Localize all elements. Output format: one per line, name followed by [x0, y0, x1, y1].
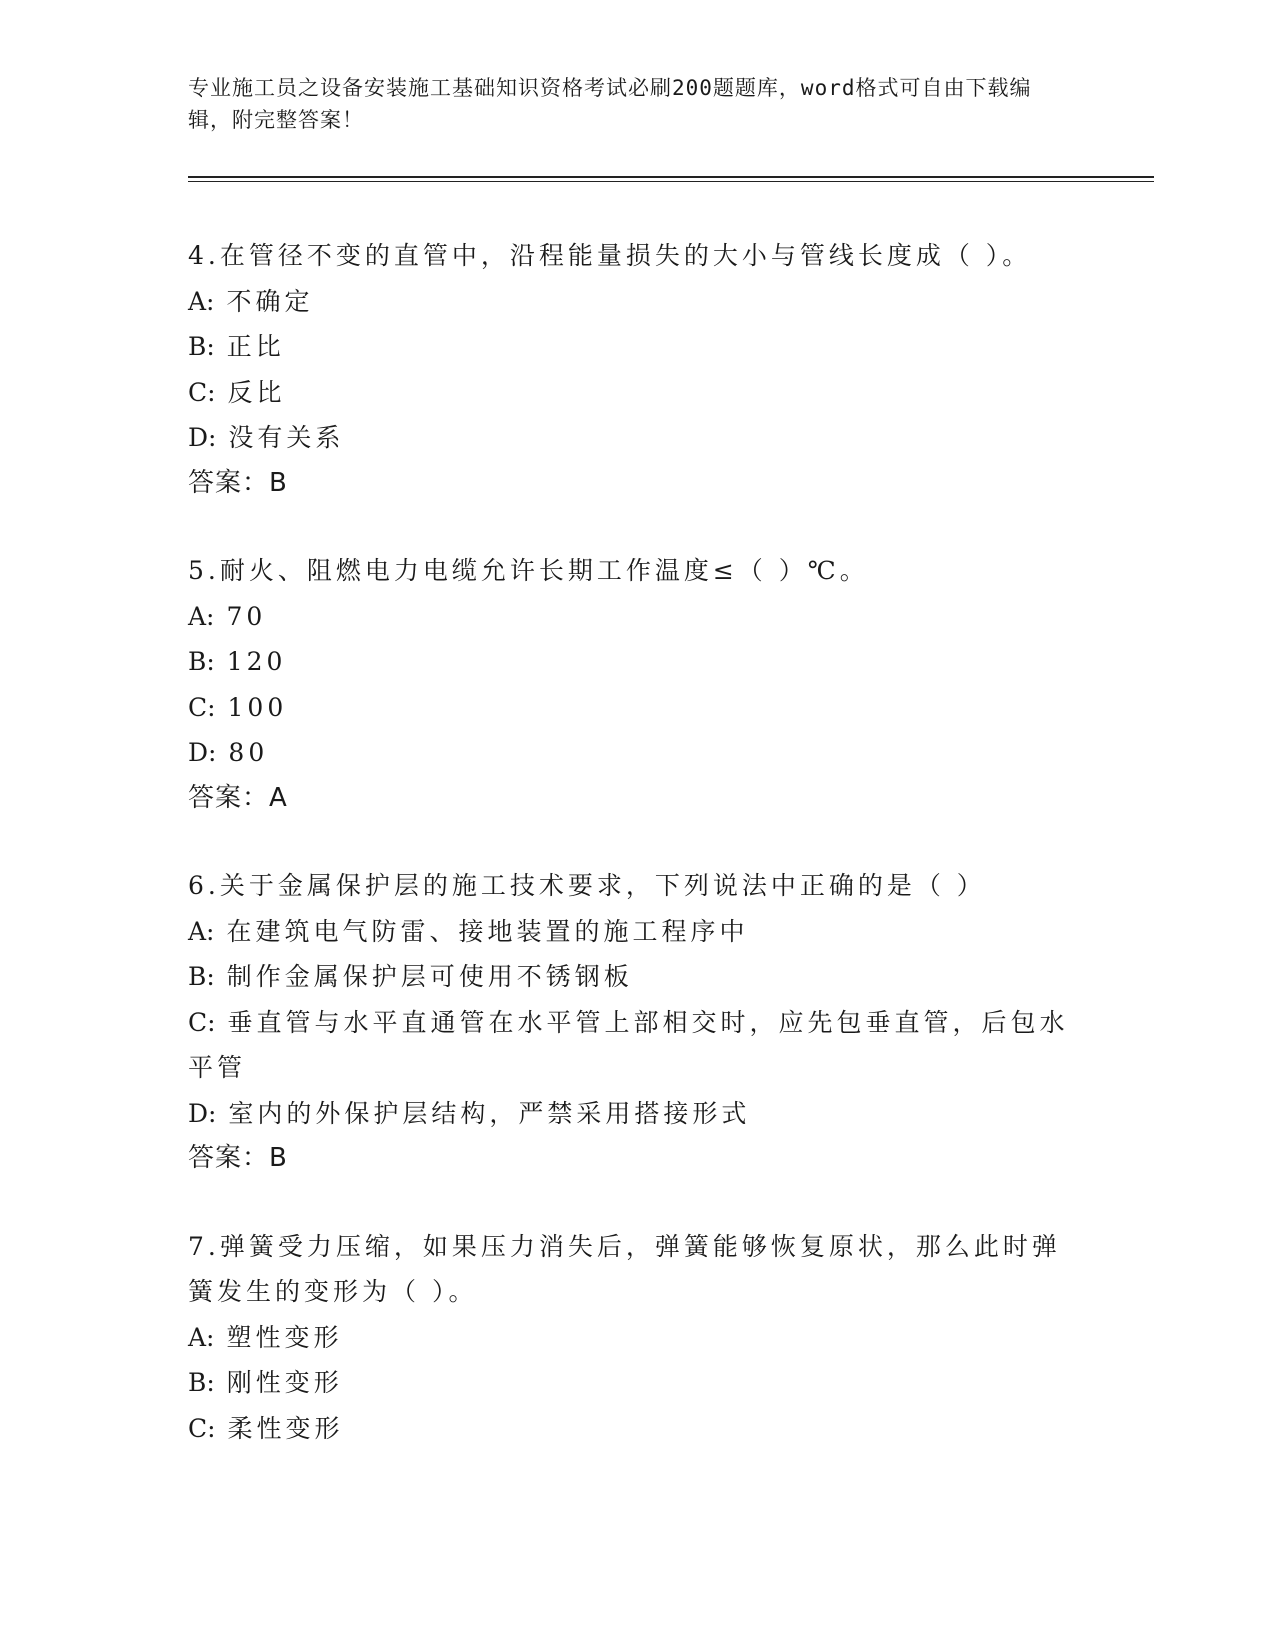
option-text: 70	[226, 601, 267, 631]
option-letter: A:	[188, 1322, 215, 1352]
question-item	[188, 233, 1088, 506]
option-c	[188, 370, 1088, 416]
option-c	[188, 1406, 1088, 1452]
answer-line: 答案：B	[188, 1143, 288, 1173]
option-letter: A:	[188, 601, 215, 631]
question-stem: 5.耐火、阻燃电力电缆允许长期工作温度≤（ ）℃。	[188, 556, 869, 585]
question-list	[188, 233, 1088, 1493]
option-a	[188, 279, 1088, 325]
option-c	[188, 1000, 1088, 1091]
question-item	[188, 863, 1088, 1182]
option-text: 刚性变形	[226, 1368, 343, 1397]
option-text: 在建筑电气防雷、接地装置的施工程序中	[226, 916, 749, 946]
option-letter: C:	[188, 1007, 216, 1037]
header-divider-thick	[188, 176, 1154, 178]
option-text: 塑性变形	[226, 1322, 343, 1352]
option-text: 没有关系	[228, 423, 345, 452]
question-stem: 4.在管径不变的直管中，沿程能量损失的大小与管线长度成（ ）。	[188, 241, 1032, 270]
question-stem: 6.关于金属保护层的施工技术要求，下列说法中正确的是（ ）	[188, 871, 986, 900]
option-d	[188, 730, 1088, 776]
option-c	[188, 685, 1088, 731]
option-letter: B:	[188, 332, 215, 361]
option-text: 120	[226, 647, 287, 676]
option-text: 不确定	[226, 286, 314, 316]
option-text: 正比	[226, 332, 285, 361]
option-letter: C:	[188, 692, 216, 722]
option-letter: A:	[188, 916, 215, 946]
option-b	[188, 324, 1088, 370]
option-d	[188, 415, 1088, 461]
option-letter: B:	[188, 647, 215, 676]
option-text: 制作金属保护层可使用不锈钢板	[226, 962, 633, 991]
question-item	[188, 548, 1088, 821]
option-text: 柔性变形	[227, 1413, 344, 1443]
option-b	[188, 954, 1088, 1000]
header-divider-thin	[188, 181, 1154, 182]
option-letter: B:	[188, 962, 215, 991]
option-text: 垂直管与水平直通管在水平管上部相交时，应先包垂直管，后包水平管	[188, 1007, 1069, 1082]
option-letter: D:	[188, 1098, 217, 1128]
answer-line: 答案：B	[188, 467, 288, 498]
question-item	[188, 1224, 1088, 1452]
option-a	[188, 909, 1088, 955]
option-b	[188, 639, 1088, 685]
answer-line: 答案：A	[188, 782, 288, 813]
option-b	[188, 1360, 1088, 1406]
option-text: 室内的外保护层结构，严禁采用搭接形式	[228, 1098, 751, 1128]
option-d	[188, 1091, 1088, 1137]
option-letter: B:	[188, 1368, 215, 1397]
option-letter: A:	[188, 286, 215, 316]
option-a	[188, 1315, 1088, 1361]
option-a	[188, 594, 1088, 640]
option-text: 80	[228, 738, 269, 767]
option-letter: D:	[188, 738, 217, 767]
option-letter: C:	[188, 1413, 216, 1443]
option-text: 100	[227, 692, 288, 722]
question-stem: 7.弹簧受力压缩，如果压力消失后，弹簧能够恢复原状，那么此时弹簧发生的变形为（ ）。	[188, 1231, 1061, 1306]
option-text: 反比	[227, 377, 286, 407]
document-header-title: 专业施工员之设备安装施工基础知识资格考试必刷200题题库，word格式可自由下载编辑，附完整答案！	[188, 76, 1032, 132]
option-letter: D:	[188, 423, 217, 452]
option-letter: C:	[188, 377, 216, 407]
